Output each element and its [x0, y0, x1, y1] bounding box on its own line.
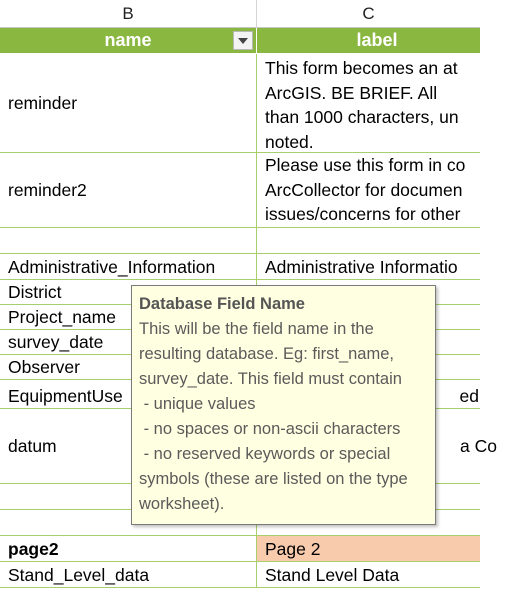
cell-label[interactable]	[257, 54, 497, 152]
table-header-row	[0, 28, 480, 54]
cell-name[interactable]: datum	[0, 409, 257, 483]
label-line: than 1000 characters, un	[265, 107, 459, 127]
table-row	[0, 228, 480, 254]
header-name-label: name	[104, 30, 152, 50]
tooltip-line: - no spaces or non-ascii characters	[139, 420, 401, 438]
tooltip-line: symbols (these are listed on the type	[139, 470, 408, 488]
cell-label[interactable]: Page 2	[257, 536, 480, 561]
cell-name[interactable]: EquipmentUse	[0, 380, 257, 408]
tooltip-line: worksheet).	[139, 495, 225, 513]
cell-label[interactable]: Stand Level Data	[265, 565, 400, 585]
table-row	[0, 54, 480, 153]
cell-label[interactable]	[257, 228, 497, 253]
cell-label[interactable]: a Co	[460, 435, 497, 456]
cell-name[interactable]: Stand_Level_data	[0, 562, 257, 587]
label-line: issues/concerns for other	[265, 204, 461, 224]
cell-name[interactable]: Project_name	[0, 305, 257, 329]
table-row	[0, 153, 480, 228]
header-cell-label[interactable]	[257, 28, 497, 53]
tooltip-line: - no reserved keywords or special	[139, 445, 391, 463]
dropdown-arrow-icon	[238, 38, 248, 44]
label-line: ArcCollector for documen	[265, 179, 463, 200]
header-cell-name[interactable]	[0, 28, 257, 53]
tooltip-line: - unique values	[139, 395, 256, 413]
label-line: noted.	[265, 131, 314, 152]
table-row	[0, 562, 480, 588]
comment-tooltip	[131, 285, 436, 525]
table-row	[0, 254, 480, 280]
label-line: This form becomes an at	[265, 58, 458, 78]
table-row	[0, 536, 480, 562]
tooltip-line: This will be the field name in the	[139, 320, 374, 338]
cell-name[interactable]: Observer	[0, 355, 257, 379]
cell-name[interactable]: District	[0, 280, 257, 304]
tooltip-line: resulting database. Eg: first_name,	[139, 345, 394, 363]
cell-name[interactable]: survey_date	[0, 330, 257, 354]
cell-name[interactable]: reminder	[0, 54, 257, 152]
cell-name[interactable]	[0, 228, 257, 253]
cell-label[interactable]	[257, 153, 497, 227]
cell-name[interactable]: reminder2	[0, 153, 257, 227]
tooltip-line: survey_date. This field must contain	[139, 370, 402, 388]
column-header-c[interactable]: C	[257, 0, 480, 28]
cell-label[interactable]: ed	[459, 386, 479, 406]
label-line: ArcGIS. BE BRIEF. All	[265, 82, 438, 103]
cell-label[interactable]: Administrative Informatio	[265, 257, 458, 277]
label-line: Please use this form in co	[265, 155, 466, 175]
header-label-label: label	[356, 30, 398, 50]
column-header-b[interactable]: B	[0, 0, 257, 28]
filter-dropdown-button[interactable]	[233, 31, 253, 50]
cell-name[interactable]: Administrative_Information	[0, 254, 257, 279]
tooltip-title: Database Field Name	[139, 295, 305, 313]
cell-name[interactable]: page2	[0, 536, 257, 561]
